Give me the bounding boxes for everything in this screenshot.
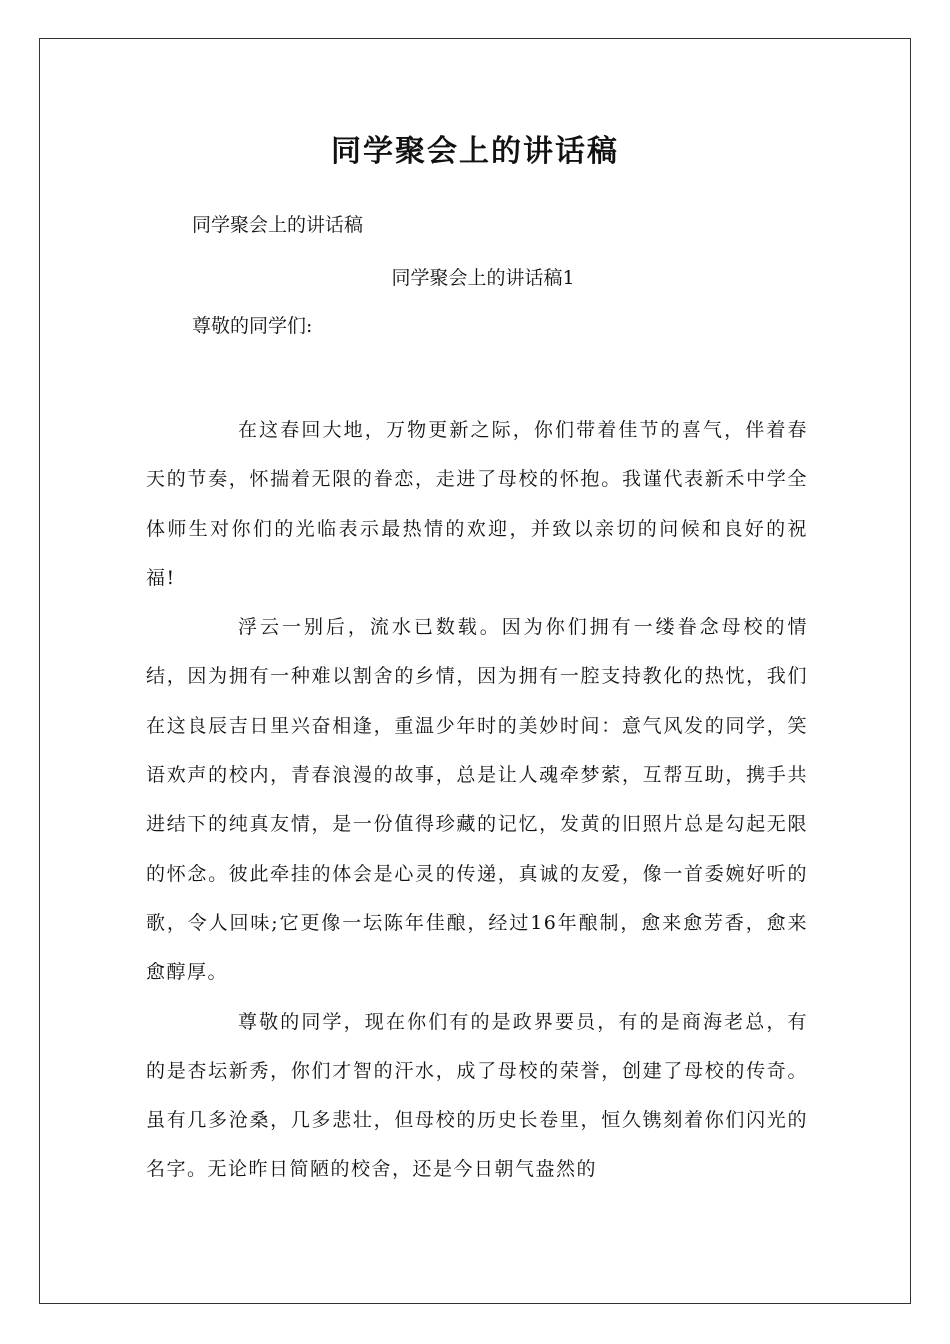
body-text [146,406,808,1195]
salutation: 尊敬的同学们: [192,315,313,337]
paragraph: 在这春回大地，万物更新之际，你们带着佳节的喜气，伴着春天的节奏，怀揣着无限的眷恋，走进了母校的怀抱。我谨代表新禾中学全体师生对你们的光临表示最热情的欢迎，并致以亲切的问候和良好的祝福! [146,419,808,589]
paragraph: 尊敬的同学，现在你们有的是政界要员，有的是商海老总，有的是杏坛新秀，你们才智的汗水，成了母校的荣誉，创建了母校的传奇。虽有几多沧桑，几多悲壮，但母校的历史长卷里，恒久镌刻着你们闪光的名字。无论昨日简陋的校舍，还是今日朝气盎然的 [146,1010,808,1181]
document-subtitle: 同学聚会上的讲话稿 [192,214,364,236]
paragraph: 浮云一别后，流水已数载。因为你们拥有一缕眷念母校的情结，因为拥有一种难以割舍的乡情，因为拥有一腔支持教化的热忱，我们在这良辰吉日里兴奋相逢，重温少年时的美妙时间：意气风发的同学，笑语欢声的校内，青春浪漫的故事，总是让人魂牵梦萦，互帮互助，携手共进结下的纯真友情，是一份值得珍藏的记忆，发黄的旧照片总是勾起无限的怀念。彼此牵挂的体会是心灵的传递，真诚的友爱，像一首委婉好听的歌，令人回味;它更像一坛陈年佳酿，经过16年酿制，愈来愈芳香，愈来愈醇厚。 [146,616,808,984]
document-title: 同学聚会上的讲话稿 [331,134,619,169]
section-heading: 同学聚会上的讲话稿1 [391,267,575,289]
